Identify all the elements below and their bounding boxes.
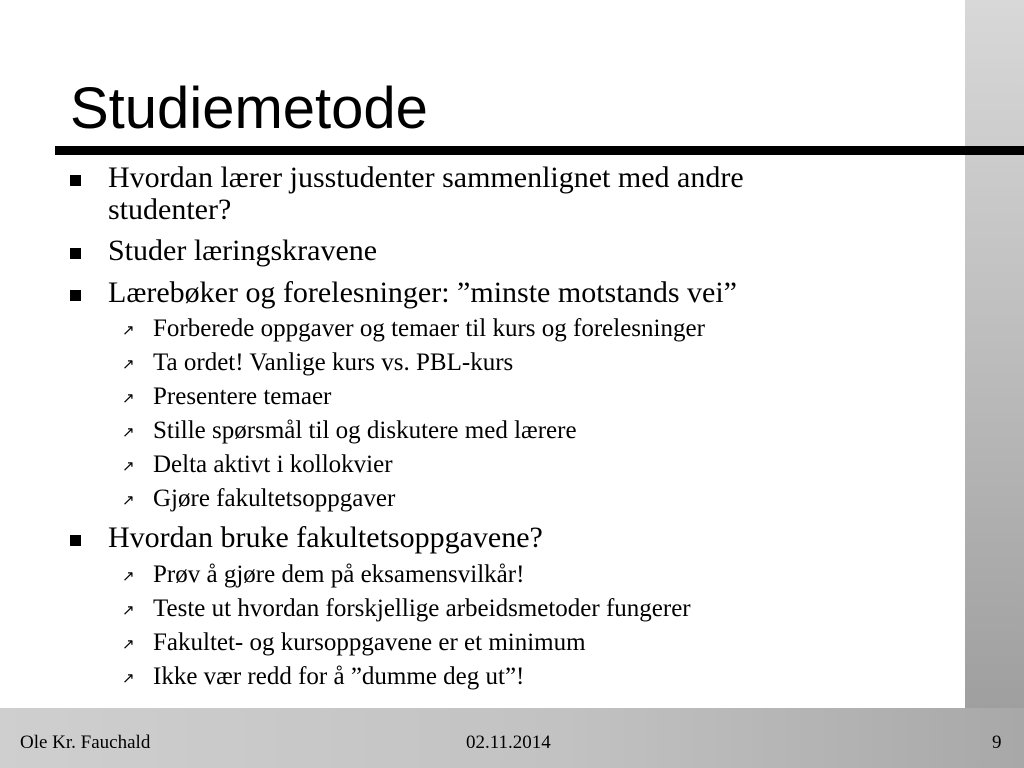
bullet-text: Hvordan lærer jusstudenter sammenlignet med andre studenter? <box>108 161 744 226</box>
square-bullet-icon <box>70 290 81 301</box>
sub-bullet-text: Stille spørsmål til og diskutere med lærere <box>153 417 577 444</box>
arrow-up-right-icon: ↗ <box>122 669 135 687</box>
arrow-up-right-icon: ↗ <box>122 635 135 653</box>
footer-date: 02.11.2014 <box>466 732 551 753</box>
slide-title: Studiemetode <box>70 76 428 141</box>
arrow-up-right-icon: ↗ <box>122 355 135 373</box>
sub-bullet-text: Ta ordet! Vanlige kurs vs. PBL-kurs <box>153 349 514 376</box>
arrow-up-right-icon: ↗ <box>122 601 135 619</box>
sub-bullet-text: Fakultet- og kursoppgavene er et minimum <box>153 629 586 656</box>
square-bullet-icon <box>70 248 81 259</box>
sub-bullet-text: Presentere temaer <box>153 383 332 410</box>
square-bullet-icon <box>70 535 81 546</box>
arrow-up-right-icon: ↗ <box>122 321 135 339</box>
sub-bullet-text: Gjøre fakultetsoppgaver <box>153 485 396 512</box>
arrow-up-right-icon: ↗ <box>122 457 135 475</box>
sub-bullet-text: Delta aktivt i kollokvier <box>153 451 393 478</box>
sub-bullet-text: Ikke vær redd for å ”dumme deg ut”! <box>153 663 525 690</box>
arrow-up-right-icon: ↗ <box>122 389 135 407</box>
footer-author: Ole Kr. Fauchald <box>20 732 151 753</box>
arrow-up-right-icon: ↗ <box>122 491 135 509</box>
arrow-up-right-icon: ↗ <box>122 567 135 585</box>
bullet-text: Studer læringskravene <box>108 234 378 267</box>
bullet-text: Hvordan bruke fakultetsoppgavene? <box>108 521 543 554</box>
sub-bullet-text: Prøv å gjøre dem på eksamensvilkår! <box>153 561 525 588</box>
bullet-text: Lærebøker og forelesninger: ”minste motstands vei” <box>108 276 737 309</box>
footer-page-number: 9 <box>992 732 1002 753</box>
title-rule <box>55 146 1024 155</box>
square-bullet-icon <box>70 175 81 186</box>
sub-bullet-text: Forberede oppgaver og temaer til kurs og forelesninger <box>153 315 705 342</box>
arrow-up-right-icon: ↗ <box>122 423 135 441</box>
side-gradient-bar <box>965 0 1024 768</box>
sub-bullet-text: Teste ut hvordan forskjellige arbeidsmetoder fungerer <box>153 595 691 622</box>
